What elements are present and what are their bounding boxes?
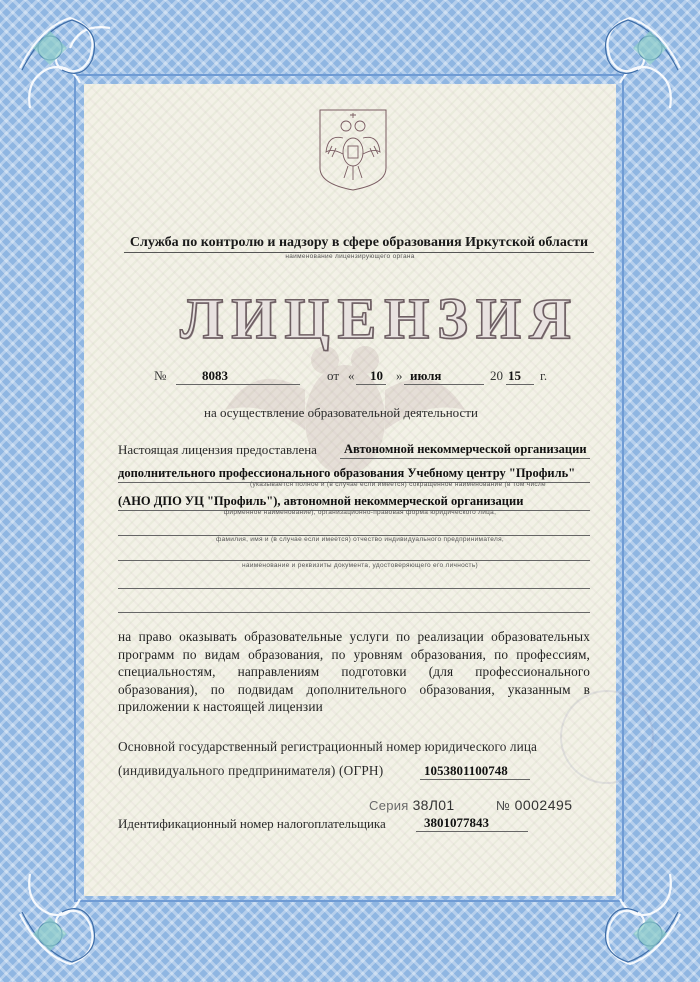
year-unit: г.	[540, 368, 548, 383]
ogrn-label-line1: Основной государственный регистрационный номер юридического лица	[118, 739, 538, 754]
licensee-caption-d: наименование и реквизиты документа, удостоверяющего его личность)	[242, 562, 478, 569]
blank-line-2	[118, 560, 590, 561]
licensee-name-line1: Автономной некоммерческой организации	[344, 442, 587, 456]
blank-line-3	[118, 588, 590, 589]
document-title: ЛИЦЕНЗИЯ	[180, 286, 579, 351]
form-series	[369, 797, 454, 813]
inn-underline	[416, 831, 528, 832]
series-value: 38Л01	[412, 797, 455, 813]
blank-line-4	[118, 612, 590, 613]
corner-ornament-icon	[570, 854, 690, 974]
license-month: июля	[410, 368, 442, 383]
corner-ornament-icon	[10, 8, 130, 128]
licensee-caption-c: фамилия, имя и (в случае если имеется) отчество индивидуального предпринимателя,	[215, 536, 505, 543]
day-underline	[356, 384, 386, 385]
ogrn-label-line2: (индивидуального предпринимателя) (ОГРН)	[118, 763, 384, 778]
licensee-caption-a: (указывается полное и (в случае если имеется) сокращенное наименование (в том числе	[250, 481, 546, 488]
inn-value: 3801077843	[424, 815, 489, 830]
licensing-authority-name: Служба по контролю и надзору в сфере образования Иркутской области	[124, 235, 594, 253]
number-label: №	[154, 368, 167, 383]
corner-ornament-icon	[570, 8, 690, 128]
quote-open: «	[348, 368, 355, 383]
license-purpose: на осуществление образовательной деятельности	[204, 405, 478, 420]
licensee-intro: Настоящая лицензия предоставлена	[118, 442, 317, 457]
licensee-caption-b: фирменное наименование), организационно-правовая форма юридического лица,	[223, 509, 497, 516]
corner-ornament-icon	[10, 854, 130, 974]
license-number-line	[150, 368, 560, 388]
inn-label: Идентификационный номер налогоплательщика	[118, 816, 386, 831]
rights-paragraph: на право оказывать образовательные услуги по реализации образовательных программ по видам образования, по уровням образования, по профессиям, специальностям, направлениям подготовки (для профессионального образования), по подвидам дополнительного образования, указанным в приложении к настоящей лицензии	[118, 629, 590, 715]
serial-value: 0002495	[514, 797, 573, 813]
year-underline	[506, 384, 534, 385]
licensee-name-line2: дополнительного профессионального образования Учебному центру "Профиль"	[118, 466, 576, 480]
faint-stamp	[560, 690, 654, 784]
coat-of-arms-icon	[318, 108, 388, 192]
form-serial-number	[496, 797, 573, 813]
licensee-name-line3: (АНО ДПО УЦ "Профиль"), автономной некоммерческой организации	[118, 494, 524, 508]
authority-caption: наименование лицензирующего органа	[285, 253, 415, 260]
license-day: 10	[370, 368, 383, 383]
quote-close: »	[396, 368, 403, 383]
year-prefix: 20	[490, 368, 503, 383]
date-from-label: от	[327, 368, 340, 383]
series-label: Серия	[369, 798, 409, 813]
number-underline	[176, 384, 300, 385]
licensee-line1-underline	[340, 458, 590, 459]
year-suffix: 15	[508, 368, 521, 383]
ogrn-underline	[420, 779, 530, 780]
serial-label: №	[496, 798, 511, 813]
license-number: 8083	[202, 368, 228, 383]
ogrn-value: 1053801100748	[424, 763, 508, 778]
month-underline	[404, 384, 484, 385]
